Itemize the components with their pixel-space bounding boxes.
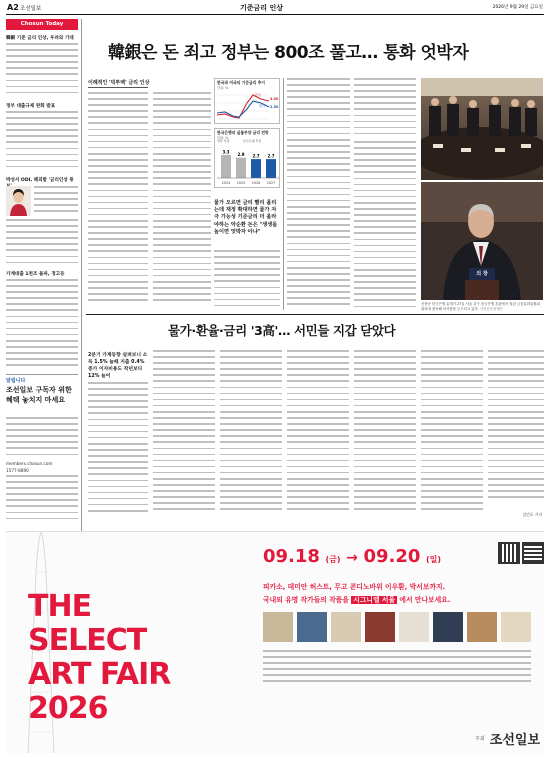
sidebar-item-text xyxy=(6,219,78,267)
category-label: 2024 xyxy=(221,181,231,185)
article-column xyxy=(287,350,349,520)
pull-quote: 물가 오르면 금리 빨리 올리는데 재정 확대하면 물가 자극 가능성 기준금리 더 올라야하는 악순환 돈은 "생생돌 높이면 엇박자 아냐" xyxy=(214,200,278,235)
category-label: 2025 xyxy=(236,181,246,185)
date-from: 09.18 xyxy=(263,546,320,567)
artwork-thumb xyxy=(501,612,531,642)
artwork-thumb xyxy=(467,612,497,642)
article-column xyxy=(88,382,148,520)
sidebar-rule xyxy=(81,19,82,531)
ad-title-line: SELECT xyxy=(28,623,147,658)
caption-text: 신현송 한국은행 총재가 27일 서울 중구 한국은행 본관에서 열린 금융통화위원회 회의에 참석해 의사봉을 두드리고 있다. xyxy=(421,302,540,311)
date-to: 09.20 xyxy=(363,546,421,567)
notice-title[interactable]: 조선일보 구독자 위한 혜택 놓치지 마세요 xyxy=(6,386,72,404)
tagline-text: 국내외 유명 작가들의 작품을 xyxy=(263,596,349,604)
sidebar xyxy=(6,19,78,531)
category-label: 2027 xyxy=(266,181,276,185)
notice-link[interactable]: members.chosun.com xyxy=(6,461,53,466)
tagline-text: 에서 만나보세요. xyxy=(399,596,451,604)
paper-name: 조선일보 xyxy=(20,6,42,12)
article-column xyxy=(88,92,148,310)
ad-title-line: 2026 xyxy=(28,691,108,726)
subhead: 이례적인 '빅투백' 금리 인상 xyxy=(88,80,150,86)
ad-title-line: THE xyxy=(28,589,92,624)
bar-chart xyxy=(217,144,279,187)
sidebar-item-title[interactable]: 정부 대출규제 완화 발표 xyxy=(6,104,56,109)
sidebar-tag: Chosun Today xyxy=(6,19,78,30)
page-number: A2 xyxy=(7,3,19,12)
ad-host xyxy=(436,728,540,748)
date-to-day: (일) xyxy=(425,555,442,564)
ad-tagline-2 xyxy=(263,594,533,604)
photo-caption xyxy=(421,302,543,312)
governor-photo xyxy=(421,182,543,300)
article-column xyxy=(153,350,215,520)
issue-date: 2026년 9월 29일 금요일 xyxy=(492,5,543,10)
bar-value-label: 2.9 xyxy=(237,152,245,158)
end-value-kr: 2.50 xyxy=(270,105,279,109)
bar-value-label: 3.3 xyxy=(222,149,230,155)
masthead-rule xyxy=(6,14,544,15)
bar xyxy=(266,159,276,178)
chart-rate-trend xyxy=(214,78,280,124)
host-name: 조선일보 xyxy=(489,733,540,748)
sidebar-item-text xyxy=(34,186,78,216)
artwork-thumb xyxy=(297,612,327,642)
ad-info xyxy=(263,650,531,688)
notice-label: 알립니다 xyxy=(6,378,26,384)
meeting-photo xyxy=(421,78,543,180)
artwork-grid xyxy=(263,612,541,690)
bar xyxy=(221,155,231,178)
category-label: 2026 xyxy=(251,181,261,185)
chart-forecast xyxy=(214,128,280,188)
sidebar-portrait xyxy=(6,186,31,216)
main-headline: 韓銀은 돈 죄고 정부는 800조 풀고… 통화 엇박자 xyxy=(108,43,469,63)
legend-item: 한국은행 추정 xyxy=(243,139,262,143)
sidebar-item-title[interactable]: 가계대출 1천조 돌파, 경고등 xyxy=(6,272,65,277)
chart-title: 한국은행의 실물부양 금리 전망 xyxy=(217,130,269,135)
chart-unit: 단위: % xyxy=(217,86,229,90)
qr-code[interactable] xyxy=(522,542,544,564)
notice-phone: 1577-8890 xyxy=(6,468,29,473)
art-fair-ad xyxy=(6,531,544,753)
column-rule xyxy=(283,78,284,310)
end-value-us: 3.00 xyxy=(270,97,279,101)
artwork-thumb xyxy=(331,612,361,642)
article-column xyxy=(214,250,280,310)
bar-value-label: 2.7 xyxy=(252,153,260,159)
subhead-rule xyxy=(88,87,148,88)
article-column xyxy=(354,78,416,136)
venue-box: 시그니엘 서울 xyxy=(353,596,396,604)
article-column xyxy=(488,350,544,510)
sidebar-divider xyxy=(6,374,78,375)
article-column xyxy=(220,350,282,520)
host-prefix: 주최 xyxy=(475,736,485,742)
section2-headline: 물가·환율·금리 '3高'… 서민들 지갑 닫았다 xyxy=(168,323,396,338)
section-title: 기준금리 인상 xyxy=(240,4,284,12)
section2-subhead: 2분기 가계동향 살펴보니 소득 1.5% 늘때 지출 0.4% 증가 이자비용도 작년보다 12% 늘어 xyxy=(88,353,148,379)
article-column xyxy=(287,78,350,310)
section-divider xyxy=(86,314,544,315)
byline: 김민호 기자 xyxy=(522,512,542,517)
artwork-thumb xyxy=(399,612,429,642)
notice-text xyxy=(6,475,78,525)
date-from-day: (금) xyxy=(325,555,341,564)
article-column xyxy=(421,350,483,520)
caption-credit: 사진공동취재단 xyxy=(479,306,503,311)
article-column xyxy=(153,92,211,310)
legend-item: 정부 추정 xyxy=(217,139,230,143)
article-column xyxy=(354,350,416,520)
sidebar-item-text xyxy=(6,43,78,97)
sidebar-item-title[interactable]: 박성서 ODI, 헤외발 '금리인상 통 xyxy=(6,178,74,183)
notice-text xyxy=(6,417,78,459)
date-separator: → xyxy=(346,550,358,566)
chart-unit: 단위: % xyxy=(217,136,229,140)
ad-tagline: 피카소, 데미안 허스트, 무고 콘디노바위 이우환, 박서보까지. xyxy=(263,583,446,591)
series-label-us: 미국 xyxy=(255,93,262,97)
nameplate: 의 장 xyxy=(476,271,488,277)
series-label-kr: 한국 xyxy=(259,104,266,108)
ad-dates xyxy=(263,546,483,570)
sidebar-item-text xyxy=(6,111,78,171)
qr-code[interactable] xyxy=(498,542,520,564)
bar-value-label: 2.7 xyxy=(267,153,275,159)
bar xyxy=(236,158,246,178)
ad-title-line: ART FAIR xyxy=(28,657,171,692)
artwork-thumb xyxy=(365,612,395,642)
artwork-thumb xyxy=(263,612,293,642)
artwork-thumb xyxy=(433,612,463,642)
sidebar-item-title[interactable]: 韓銀 기준 금리 인상, 우려와 기대 xyxy=(6,36,74,41)
bar xyxy=(251,159,261,178)
article-column xyxy=(354,141,416,310)
chart-title: 한국과 미국의 기준금리 추이 xyxy=(217,80,265,85)
sidebar-item-text xyxy=(6,279,78,369)
